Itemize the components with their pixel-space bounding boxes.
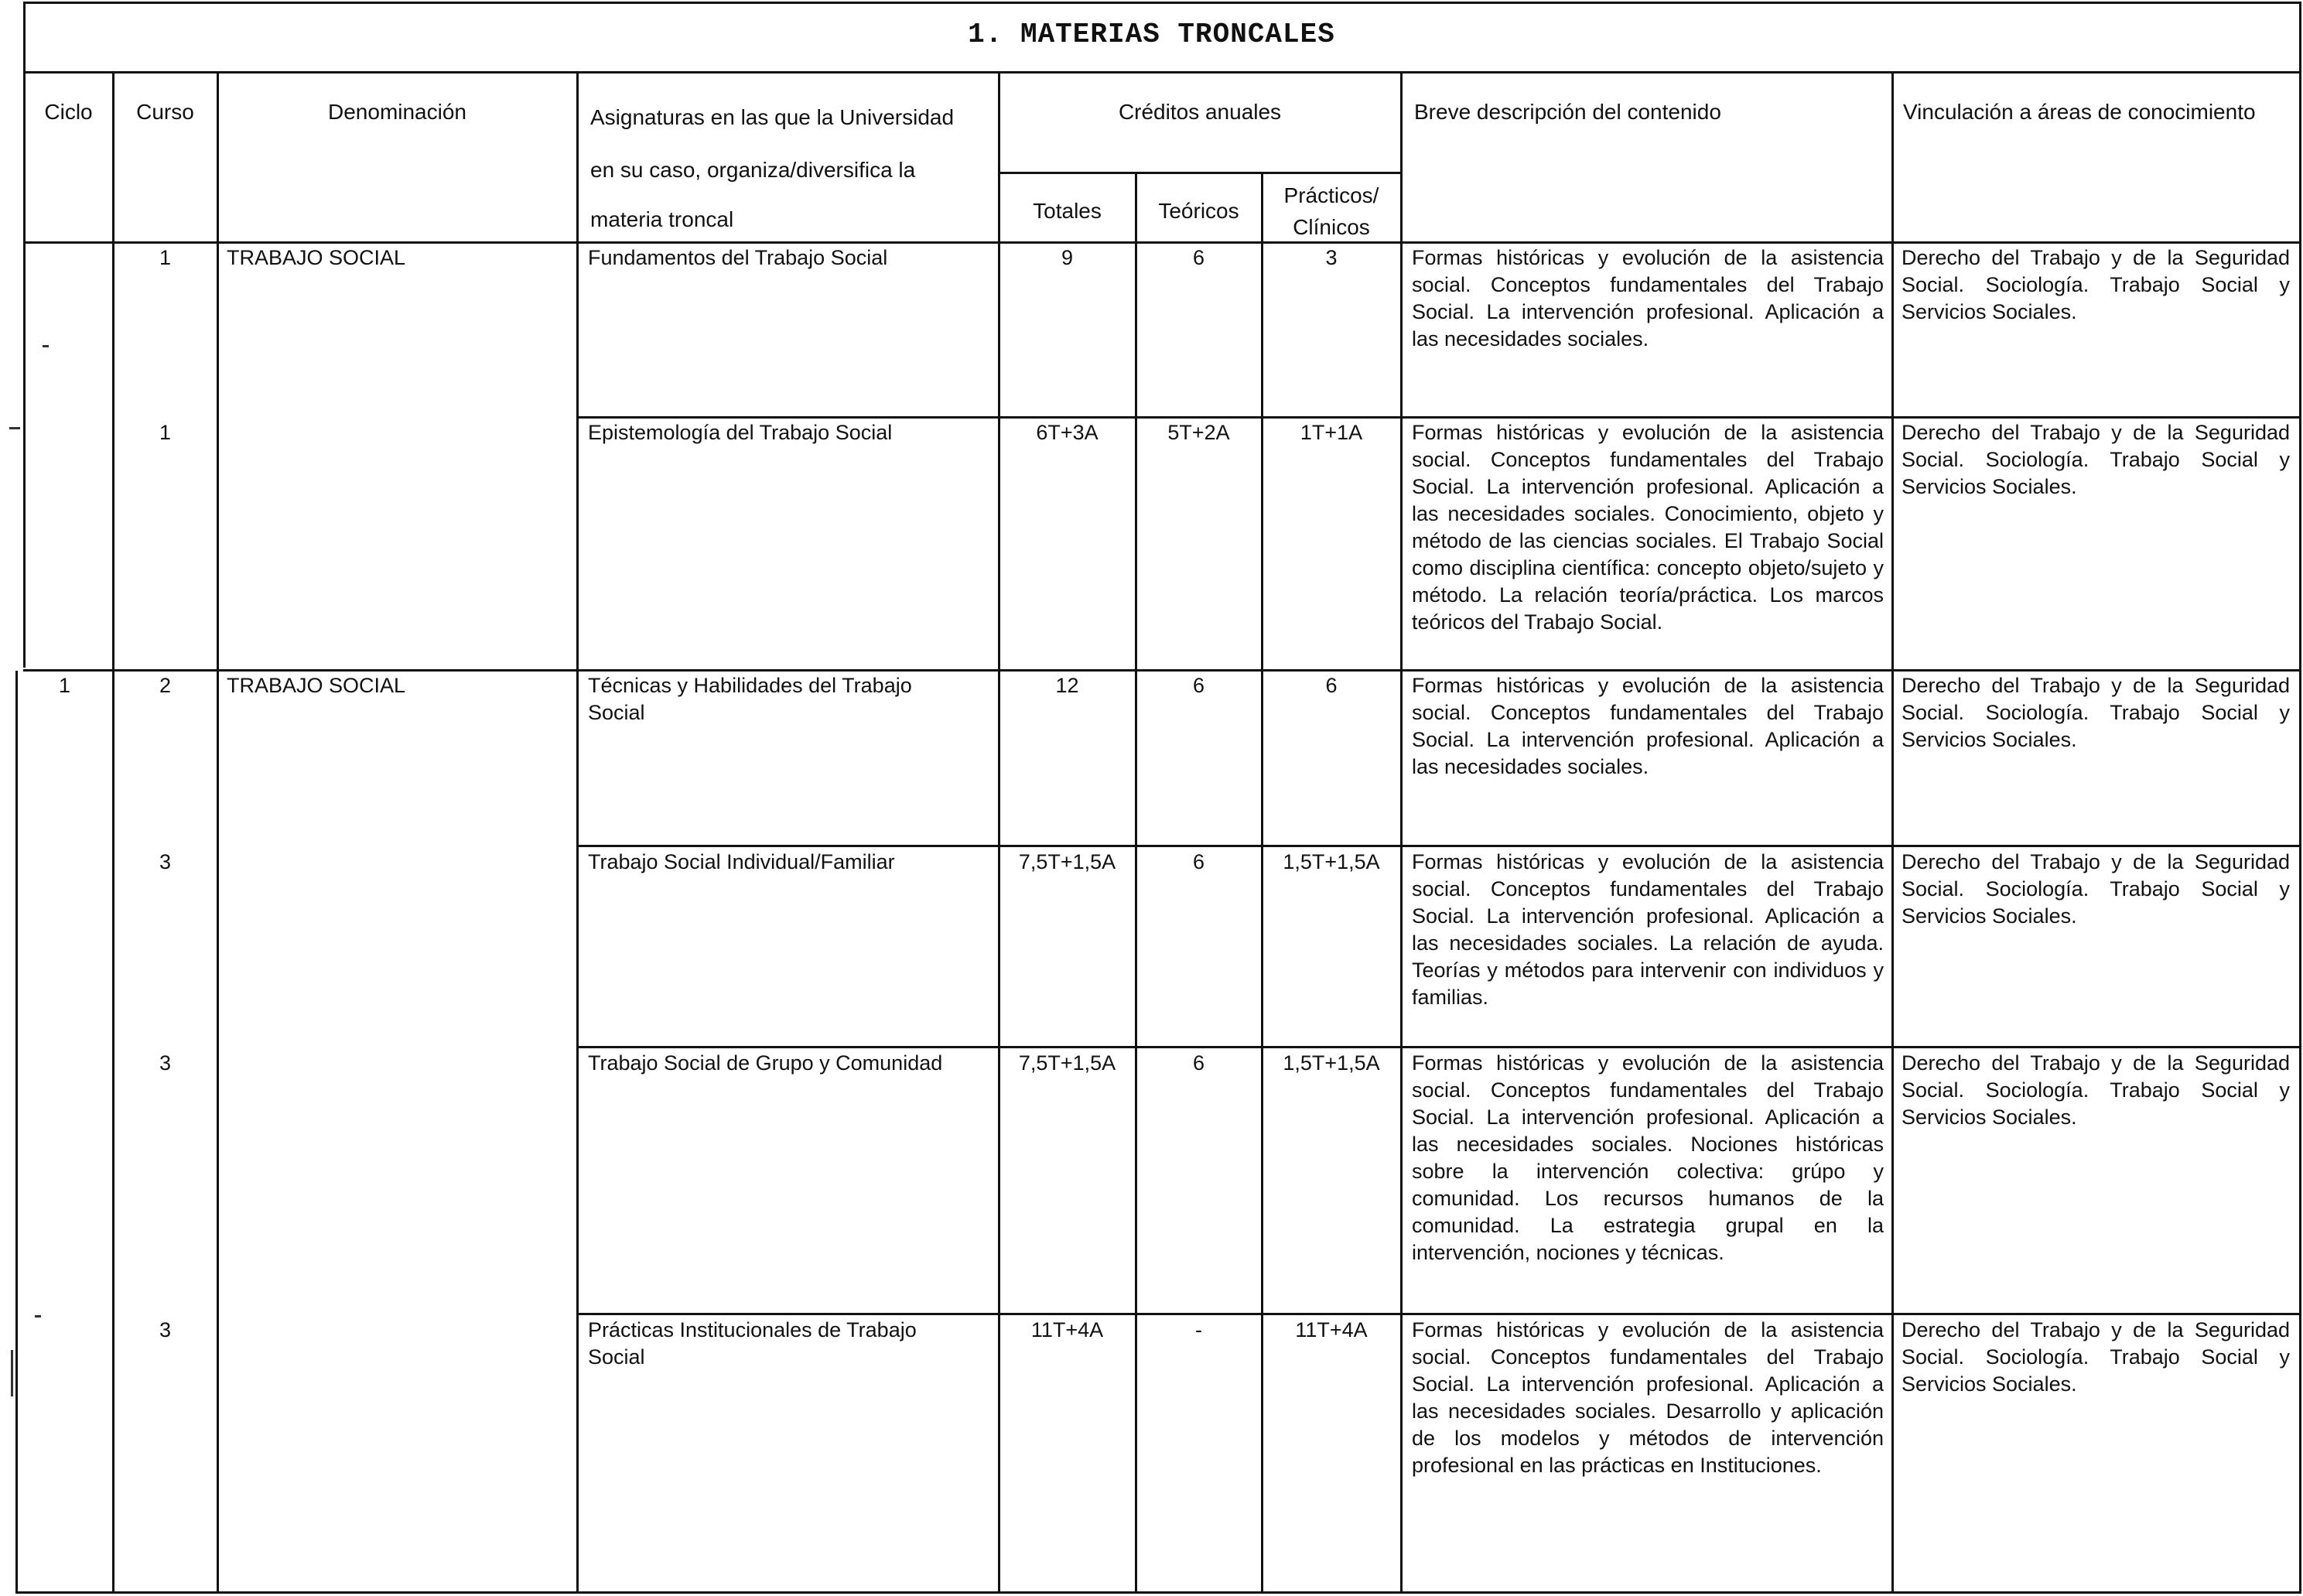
header-totales: Totales [1033,199,1102,223]
scan-mark [35,1315,41,1317]
cell-totales: 7,5T+1,5A [1018,850,1116,873]
cell-teoricos: 6 [1192,850,1205,873]
row-divider-1 [576,416,2301,419]
cell-asignatura: Trabajo Social Individual/Familiar [588,850,895,873]
header-practicos-line2: Clínicos [1293,215,1370,239]
cell-teoricos: 6 [1192,674,1205,697]
cell-denominacion: TRABAJO SOCIAL [227,674,406,697]
cell-descripcion: Formas históricas y evolución de la asistencia social. Conceptos fundamentales del Trabajo Social. La intervención profesional. Aplicación a las necesidades sociales. Conocimiento, objeto y método de las ciencias sociales. El Trabajo Social como disciplina científica: concepto objeto/sujeto y método. La relación teoría/práctica. Los marcos teóricos del Trabajo Social. [1412,421,1884,634]
row-divider-5 [576,1313,2301,1315]
cell-denominacion: TRABAJO SOCIAL [227,246,406,269]
header-asignaturas-line1: Asignaturas en las que la Universidad [590,105,955,129]
cell-descripcion: Formas históricas y evolución de la asistencia social. Conceptos fundamentales del Trabajo Social. La intervención profesional. Aplicación a las necesidades sociales. [1412,674,1884,778]
cell-teoricos: - [1195,1318,1202,1341]
scan-mark [43,345,49,347]
cell-ciclo: 1 [58,674,71,697]
cell-vinculacion: Derecho del Trabajo y de la Seguridad Social. Sociología. Trabajo Social y Servicios Sociales. [1902,1318,2290,1396]
cell-asignatura-line1: Técnicas y Habilidades del Trabajo [588,674,912,697]
col-descripcion-right [1891,71,1894,1594]
cell-practicos: 3 [1325,246,1338,269]
header-practicos-line1: Prácticos/ [1283,183,1379,207]
cell-curso: 3 [159,1318,172,1341]
scan-mark [9,427,20,429]
header-ciclo: Ciclo [44,100,93,124]
cell-vinculacion: Derecho del Trabajo y de la Seguridad Social. Sociología. Trabajo Social y Servicios Sociales. [1902,421,2290,498]
cell-teoricos: 6 [1192,246,1205,269]
cell-practicos: 1,5T+1,5A [1283,850,1380,873]
cell-asignatura: Fundamentos del Trabajo Social [588,246,888,269]
cell-asignatura-line2: Social [588,1345,645,1369]
row-divider-3 [576,845,2301,847]
group-divider [23,669,2301,672]
cell-practicos: 11T+4A [1295,1318,1368,1341]
cell-practicos: 1,5T+1,5A [1283,1051,1380,1075]
table-border-top [23,2,2301,4]
col-curso-right [217,71,219,1594]
cell-totales: 9 [1061,246,1074,269]
cell-practicos: 6 [1325,674,1338,697]
col-totales-right [1135,172,1137,1594]
cell-curso: 2 [159,674,172,697]
header-asignaturas-line2: en su caso, organiza/diversifica la [590,158,916,182]
col-teoricos-right [1261,172,1263,1594]
page-title: 1. MATERIAS TRONCALES [968,19,1335,50]
title-divider [23,71,2301,73]
col-denominacion-right [576,71,579,1594]
header-denominacion: Denominación [328,100,466,124]
header-descripcion: Breve descripción del contenido [1414,100,1721,124]
cell-descripcion: Formas históricas y evolución de la asistencia social. Conceptos fundamentales del Trabajo Social. La intervención profesional. Aplicación a las necesidades sociales. Desarrollo y aplicación de los modelos y métodos de intervención profesional en las prácticas en Instituciones. [1412,1318,1884,1477]
header-vinculacion: Vinculación a áreas de conocimiento [1903,100,2256,124]
table-border-right [2299,2,2301,1594]
cell-teoricos: 6 [1192,1051,1205,1075]
cell-descripcion: Formas históricas y evolución de la asistencia social. Conceptos fundamentales del Trabajo Social. La intervención profesional. Aplicación a las necesidades sociales. Nociones históricas sobre la intervención colectiva: grúpo y comunidad. Los recursos humanos de la comunidad. La estrategia grupal en la intervención, nociones y técnicas. [1412,1051,1884,1264]
table-border-bottom [15,1591,2301,1594]
cell-asignatura: Epistemología del Trabajo Social [588,421,893,444]
cell-teoricos: 5T+2A [1167,421,1230,444]
header-bottom [23,241,2301,244]
cell-curso: 3 [159,1051,172,1075]
cell-curso: 1 [159,246,172,269]
creditos-divider [998,172,1400,174]
cell-asignatura-line1: Prácticas Institucionales de Trabajo [588,1318,917,1341]
cell-totales: 12 [1055,674,1079,697]
col-ciclo-right [112,71,114,1594]
cell-vinculacion: Derecho del Trabajo y de la Seguridad Social. Sociología. Trabajo Social y Servicios Sociales. [1902,1051,2290,1129]
cell-totales: 6T+3A [1036,421,1099,444]
cell-practicos: 1T+1A [1300,421,1363,444]
cell-curso: 1 [159,421,172,444]
cell-totales: 7,5T+1,5A [1018,1051,1116,1075]
cell-curso: 3 [159,850,172,873]
col-asignatura-right [998,71,1000,1594]
table-border-left-lower [15,671,18,1594]
header-curso: Curso [136,100,194,124]
header-teoricos: Teóricos [1158,199,1239,223]
cell-vinculacion: Derecho del Trabajo y de la Seguridad Social. Sociología. Trabajo Social y Servicios Sociales. [1902,674,2290,751]
cell-vinculacion: Derecho del Trabajo y de la Seguridad Social. Sociología. Trabajo Social y Servicios Sociales. [1902,850,2290,928]
row-divider-4 [576,1046,2301,1048]
cell-vinculacion: Derecho del Trabajo y de la Seguridad Social. Sociología. Trabajo Social y Servicios Sociales. [1902,246,2290,323]
cell-asignatura: Trabajo Social de Grupo y Comunidad [588,1051,943,1075]
cell-descripcion: Formas históricas y evolución de la asistencia social. Conceptos fundamentales del Trabajo Social. La intervención profesional. Aplicación a las necesidades sociales. La relación de ayuda. Teorías y métodos para intervenir con individuos y familias. [1412,850,1884,1009]
cell-asignatura-line2: Social [588,701,645,724]
header-asignaturas-line3: materia troncal [590,207,734,231]
cell-descripcion: Formas históricas y evolución de la asistencia social. Conceptos fundamentales del Trabajo Social. La intervención profesional. Aplicación a las necesidades sociales. [1412,246,1884,350]
scan-mark [11,1350,13,1396]
col-practicos-right [1400,71,1403,1594]
header-creditos-anuales: Créditos anuales [1118,100,1282,124]
cell-totales: 11T+4A [1030,1318,1104,1341]
